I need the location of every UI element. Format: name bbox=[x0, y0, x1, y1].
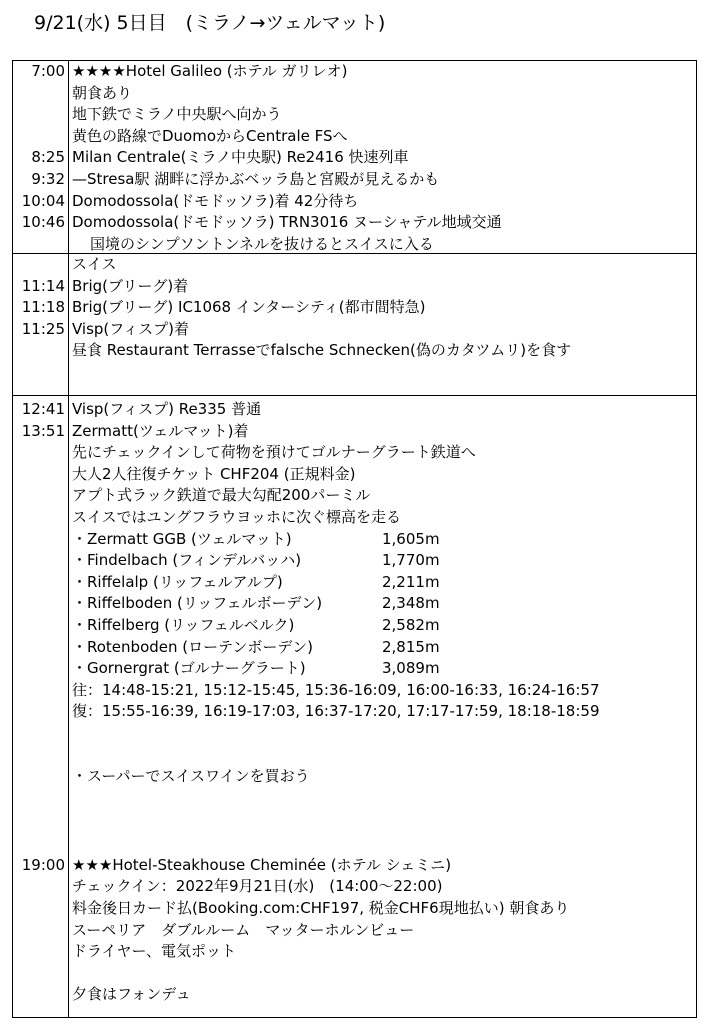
itinerary-row bbox=[13, 442, 696, 464]
itinerary-row bbox=[13, 104, 696, 126]
itinerary-row bbox=[13, 421, 696, 443]
itinerary-row bbox=[13, 147, 696, 169]
row-text: 国境のシンプソントンネルを抜けるとスイスに入る bbox=[90, 234, 434, 253]
row-text: スイス bbox=[72, 255, 117, 273]
station-row bbox=[13, 550, 696, 572]
row-text: Domodossola(ドモドッソラ) TRN3016 ヌーシャテル地域交通 bbox=[72, 213, 502, 232]
station-row bbox=[13, 637, 696, 659]
station-name: ・Findelbach (フィンデルバッハ) bbox=[72, 551, 302, 570]
row-text: ★★★★Hotel Galileo (ホテル ガリレオ) bbox=[72, 62, 348, 80]
station-elevation: 2,815m bbox=[382, 637, 440, 656]
row-time: 11:25 bbox=[21, 319, 65, 338]
station-elevation: 1,605m bbox=[382, 529, 440, 548]
itinerary-row bbox=[13, 191, 696, 213]
row-text: ・スーパーでスイスワインを買おう bbox=[72, 767, 310, 786]
row-time: 10:04 bbox=[21, 191, 65, 210]
row-text: Zermatt(ツェルマット)着 bbox=[72, 421, 249, 440]
itinerary-row bbox=[13, 701, 696, 723]
row-time: 19:00 bbox=[21, 855, 65, 874]
station-row bbox=[13, 593, 696, 615]
station-elevation: 2,348m bbox=[382, 594, 440, 613]
row-text: 大人2人往復チケット CHF204 (正規料金) bbox=[72, 464, 356, 483]
row-text: 昼食 Restaurant Terrasseでfalsche Schnecken(偽のカタツムリ)を食す bbox=[72, 341, 572, 360]
itinerary-row bbox=[13, 297, 696, 319]
itinerary-row bbox=[13, 855, 696, 877]
itinerary-row bbox=[13, 126, 696, 148]
station-name: ・Riffelberg (リッフェルベルク) bbox=[72, 616, 295, 634]
row-time: 7:00 bbox=[31, 62, 65, 80]
row-time: 11:14 bbox=[21, 276, 65, 295]
station-name: ・Riffelboden (リッフェルボーデン) bbox=[72, 594, 323, 613]
row-text: 復：15:55-16:39, 16:19-17:03, 16:37-17:20, 17:17-17:59, 18:18-18:59 bbox=[72, 702, 600, 721]
station-elevation: 3,089m bbox=[382, 659, 440, 678]
row-text: 先にチェックインして荷物を預けてゴルナーグラート鉄道へ bbox=[72, 443, 476, 462]
row-text: —Stresa駅 湖畔に浮かぶベッラ島と宮殿が見えるかも bbox=[72, 170, 440, 188]
row-text: 黄色の路線でDuomoからCentrale FSへ bbox=[72, 126, 348, 145]
row-text: Visp(フィスプ)着 bbox=[72, 319, 189, 338]
itinerary-row bbox=[13, 340, 696, 362]
row-text: アプト式ラック鉄道で最大勾配200パーミル bbox=[72, 486, 371, 505]
row-time: 10:46 bbox=[21, 213, 65, 232]
itinerary-row bbox=[13, 507, 696, 529]
itinerary-row bbox=[13, 941, 696, 963]
itinerary-row bbox=[13, 61, 696, 83]
station-row bbox=[13, 572, 696, 594]
itinerary-row bbox=[13, 399, 696, 421]
row-text: 地下鉄でミラノ中央駅へ向かう bbox=[72, 105, 282, 124]
row-text: ドライヤー、電気ポット bbox=[72, 942, 236, 961]
section-divider bbox=[13, 395, 696, 396]
row-text: Milan Centrale(ミラノ中央駅) Re2416 快速列車 bbox=[72, 148, 409, 167]
itinerary-table bbox=[12, 60, 697, 1018]
station-row bbox=[13, 529, 696, 551]
itinerary-row bbox=[13, 276, 696, 298]
itinerary-row bbox=[13, 485, 696, 507]
row-text: チェックイン：2022年9月21日(水) (14:00～22:00) bbox=[72, 877, 443, 896]
page-title: 9/21(水) 5日目 (ミラノ→ツェルマット) bbox=[34, 12, 386, 34]
itinerary-row bbox=[13, 234, 696, 256]
row-text: 夕食はフォンデュ bbox=[72, 985, 191, 1004]
row-time: 9:32 bbox=[31, 170, 65, 188]
station-name: ・Rotenboden (ローテンボーデン) bbox=[72, 637, 313, 656]
itinerary-row bbox=[13, 984, 696, 1006]
station-elevation: 2,211m bbox=[382, 572, 440, 591]
station-name: ・Zermatt GGB (ツェルマット) bbox=[72, 529, 292, 548]
station-elevation: 1,770m bbox=[382, 551, 440, 570]
row-text: スーペリア ダブルルーム マッターホルンビュー bbox=[72, 920, 415, 939]
row-text: 朝食あり bbox=[72, 83, 133, 102]
itinerary-row bbox=[13, 680, 696, 702]
row-text: Brig(ブリーグ)着 bbox=[72, 276, 189, 295]
row-time: 8:25 bbox=[31, 148, 65, 167]
itinerary-row bbox=[13, 169, 696, 191]
row-time: 12:41 bbox=[21, 400, 65, 418]
station-row bbox=[13, 658, 696, 680]
itinerary-row bbox=[13, 876, 696, 898]
row-text: 料金後日カード払(Booking.com:CHF197, 税金CHF6現地払い) 朝食あり bbox=[72, 898, 570, 917]
row-text: Domodossola(ドモドッソラ)着 42分待ち bbox=[72, 191, 359, 210]
row-text: Brig(ブリーグ) IC1068 インターシティ(都市間特急) bbox=[72, 298, 426, 317]
row-time: 13:51 bbox=[21, 421, 65, 440]
station-elevation: 2,582m bbox=[382, 616, 440, 634]
itinerary-row bbox=[13, 898, 696, 920]
station-row bbox=[13, 615, 696, 637]
itinerary-row bbox=[13, 464, 696, 486]
itinerary-row bbox=[13, 83, 696, 105]
row-text: Visp(フィスプ) Re335 普通 bbox=[72, 400, 262, 418]
row-text: ★★★Hotel-Steakhouse Cheminée (ホテル シェミニ) bbox=[72, 855, 452, 874]
itinerary-row bbox=[13, 920, 696, 942]
itinerary-row bbox=[13, 212, 696, 234]
station-name: ・Riffelalp (リッフェルアルプ) bbox=[72, 572, 283, 591]
itinerary-row bbox=[13, 766, 696, 788]
itinerary-row bbox=[13, 319, 696, 341]
row-text: スイスではユングフラウヨッホに次ぐ標高を走る bbox=[72, 508, 401, 526]
row-text: 往：14:48-15:21, 15:12-15:45, 15:36-16:09, 16:00-16:33, 16:24-16:57 bbox=[72, 680, 600, 699]
itinerary-row bbox=[13, 254, 696, 276]
row-time: 11:18 bbox=[21, 298, 65, 317]
station-name: ・Gornergrat (ゴルナーグラート) bbox=[72, 659, 306, 678]
